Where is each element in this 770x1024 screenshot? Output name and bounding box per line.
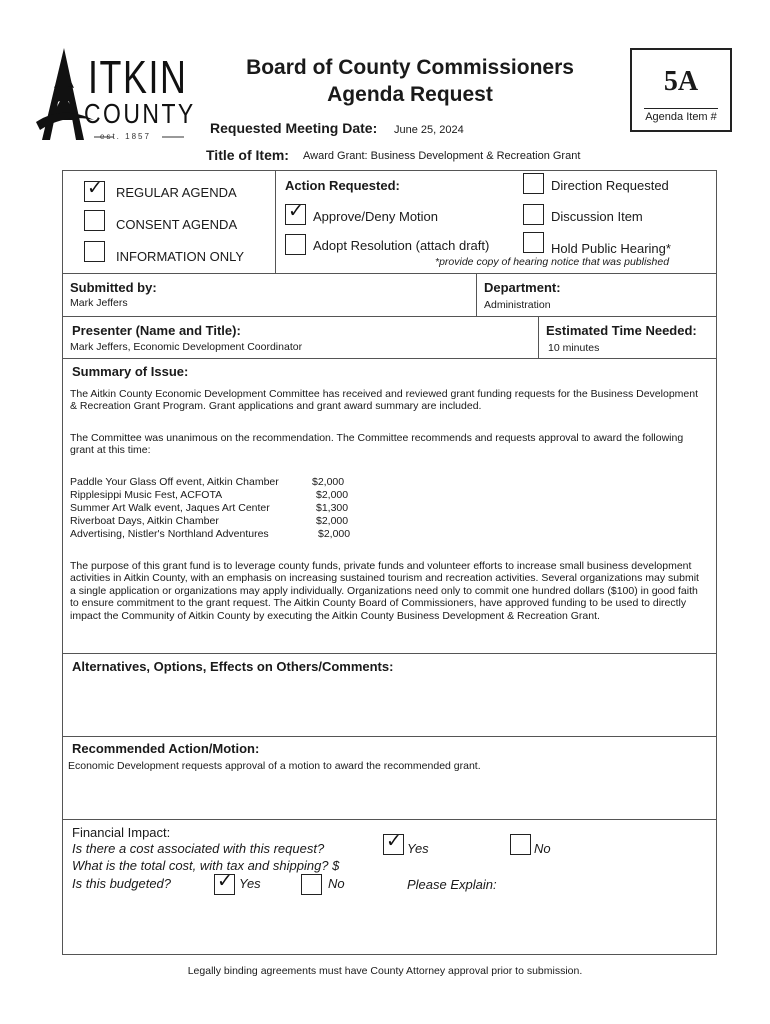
submitted-by-label: Submitted by: [70, 280, 157, 295]
grant-name: Paddle Your Glass Off event, Aitkin Chamber [70, 476, 279, 488]
grant-amount: $2,000 [318, 528, 351, 540]
cost-no-checkbox[interactable] [510, 834, 531, 855]
meeting-date-value[interactable]: June 25, 2024 [394, 124, 464, 136]
logo-aitkin-text: ITKIN [88, 51, 188, 103]
divider-summary-alternatives [63, 653, 716, 654]
presenter-value[interactable]: Mark Jeffers, Economic Development Coordinator [70, 341, 303, 353]
direction-requested-label: Direction Requested [551, 178, 669, 193]
regular-agenda-label: REGULAR AGENDA [116, 185, 237, 200]
divider-agenda-type-vertical [275, 171, 276, 273]
logo-county-text: COUNTY [84, 98, 196, 129]
divider-alternatives-recommended [63, 736, 716, 737]
checkmark-icon: ✓ [217, 870, 233, 892]
direction-requested-checkbox[interactable] [523, 173, 544, 194]
hold-public-hearing-checkbox[interactable] [523, 232, 544, 253]
divider-recommended-financial [63, 819, 716, 820]
submitted-by-value[interactable]: Mark Jeffers [70, 297, 128, 309]
grant-amount: $2,000 [316, 489, 349, 501]
recommended-action-label: Recommended Action/Motion: [72, 741, 260, 756]
form-title: Board of County Commissioners [246, 56, 574, 79]
grant-name: Ripplesippi Music Fest, ACFOTA [70, 489, 223, 501]
hold-public-hearing-label: Hold Public Hearing* [551, 241, 671, 256]
financial-impact-label: Financial Impact: [72, 825, 171, 840]
budgeted-no-checkbox[interactable] [301, 874, 322, 895]
grant-amount: $1,300 [316, 502, 349, 514]
divider-submitted-presenter [63, 316, 716, 317]
checkmark-icon: ✓ [87, 177, 103, 199]
discussion-item-checkbox[interactable] [523, 204, 544, 225]
budgeted-no-label: No [328, 876, 345, 891]
grant-amount: $2,000 [312, 476, 345, 488]
consent-agenda-label: CONSENT AGENDA [116, 217, 238, 232]
action-requested-heading: Action Requested: [285, 178, 400, 193]
recommended-action-value[interactable]: Economic Development requests approval of a motion to award the recommended grant. [68, 760, 481, 772]
title-of-item-label: Title of Item: [206, 147, 289, 163]
summary-paragraph-2: The Committee was unanimous on the recommendation. The Committee recommends and requests approval to award the following grant at this time: [70, 432, 684, 457]
consent-agenda-checkbox[interactable] [84, 210, 105, 231]
agenda-item-number[interactable]: 5A [663, 66, 699, 97]
alternatives-label: Alternatives, Options, Effects on Others/Comments: [72, 659, 394, 674]
divider-agenda-submitted [63, 273, 716, 274]
discussion-item-label: Discussion Item [551, 209, 643, 224]
title-of-item-value[interactable]: Award Grant: Business Development & Recreation Grant [303, 150, 581, 162]
budgeted-yes-label: Yes [239, 876, 261, 891]
agenda-item-caption: Agenda Item # [645, 111, 717, 123]
summary-paragraph-1: The Aitkin County Economic Development Committee has received and reviewed grant funding requests for the Business Development & Recreation Grant Program. Grant applications and grant award summary are included. [70, 388, 698, 413]
approve-deny-checkbox[interactable] [285, 200, 306, 225]
logo-established-text: est. 1857 [100, 132, 151, 141]
divider-presenter-summary [63, 358, 716, 359]
budgeted-question: Is this budgeted? [72, 876, 172, 891]
please-explain-label: Please Explain: [407, 877, 497, 892]
department-value[interactable]: Administration [484, 299, 551, 311]
adopt-resolution-checkbox[interactable] [285, 234, 306, 255]
adopt-resolution-label: Adopt Resolution (attach draft) [313, 238, 490, 253]
cost-no-label: No [534, 841, 551, 856]
grant-amount: $2,000 [316, 515, 349, 527]
information-only-checkbox[interactable] [84, 241, 105, 262]
summary-of-issue-label: Summary of Issue: [72, 364, 189, 379]
regular-agenda-checkbox[interactable] [84, 177, 105, 202]
approve-deny-label: Approve/Deny Motion [313, 209, 439, 224]
cost-question: Is there a cost associated with this request? [72, 841, 325, 856]
estimated-time-label: Estimated Time Needed: [546, 323, 697, 338]
total-cost-question: What is the total cost, with tax and shipping? $ [72, 858, 340, 873]
grant-name: Summer Art Walk event, Jaques Art Center [70, 502, 270, 514]
grant-name: Riverboat Days, Aitkin Chamber [70, 515, 219, 527]
meeting-date-label: Requested Meeting Date: [210, 120, 378, 136]
hearing-notice-note: *provide copy of hearing notice that was published [435, 256, 670, 268]
checkmark-icon: ✓ [386, 830, 402, 852]
cost-yes-label: Yes [407, 841, 429, 856]
budgeted-yes-checkbox[interactable] [214, 870, 235, 895]
department-label: Department: [484, 280, 561, 295]
cost-yes-checkbox[interactable] [383, 830, 404, 855]
agenda-request-form [62, 170, 717, 955]
form-subtitle: Agenda Request [327, 83, 493, 106]
estimated-time-value[interactable]: 10 minutes [548, 342, 600, 354]
footer-note: Legally binding agreements must have County Attorney approval prior to submission. [187, 965, 583, 977]
summary-paragraph-3: The purpose of this grant fund is to leverage county funds, private funds and volunteer efforts to increase small business development activities in Aitkin County, with an emphasis on increasing sustained tourism and recreation activities. Several organizations may submit a single application or organizations may apply individually. Organizations need only to commit one hundred dollars ($100) in good faith to ensure commitment to the grant request. The Aitkin County Board of Commissioners, have approved funding to be used to directly impact the Community of Aitkin County by executing the Aitkin County Business Development & Recreation Grant. [70, 560, 699, 622]
divider-time-vertical [538, 316, 539, 358]
aitkin-county-logo [34, 44, 196, 148]
presenter-label: Presenter (Name and Title): [72, 323, 241, 338]
divider-department-vertical [476, 273, 477, 316]
checkmark-icon: ✓ [288, 200, 304, 222]
agenda-item-box [630, 48, 732, 132]
information-only-label: INFORMATION ONLY [116, 249, 245, 264]
agenda-item-divider [644, 108, 718, 109]
grant-name: Advertising, Nistler's Northland Adventures [70, 528, 269, 540]
